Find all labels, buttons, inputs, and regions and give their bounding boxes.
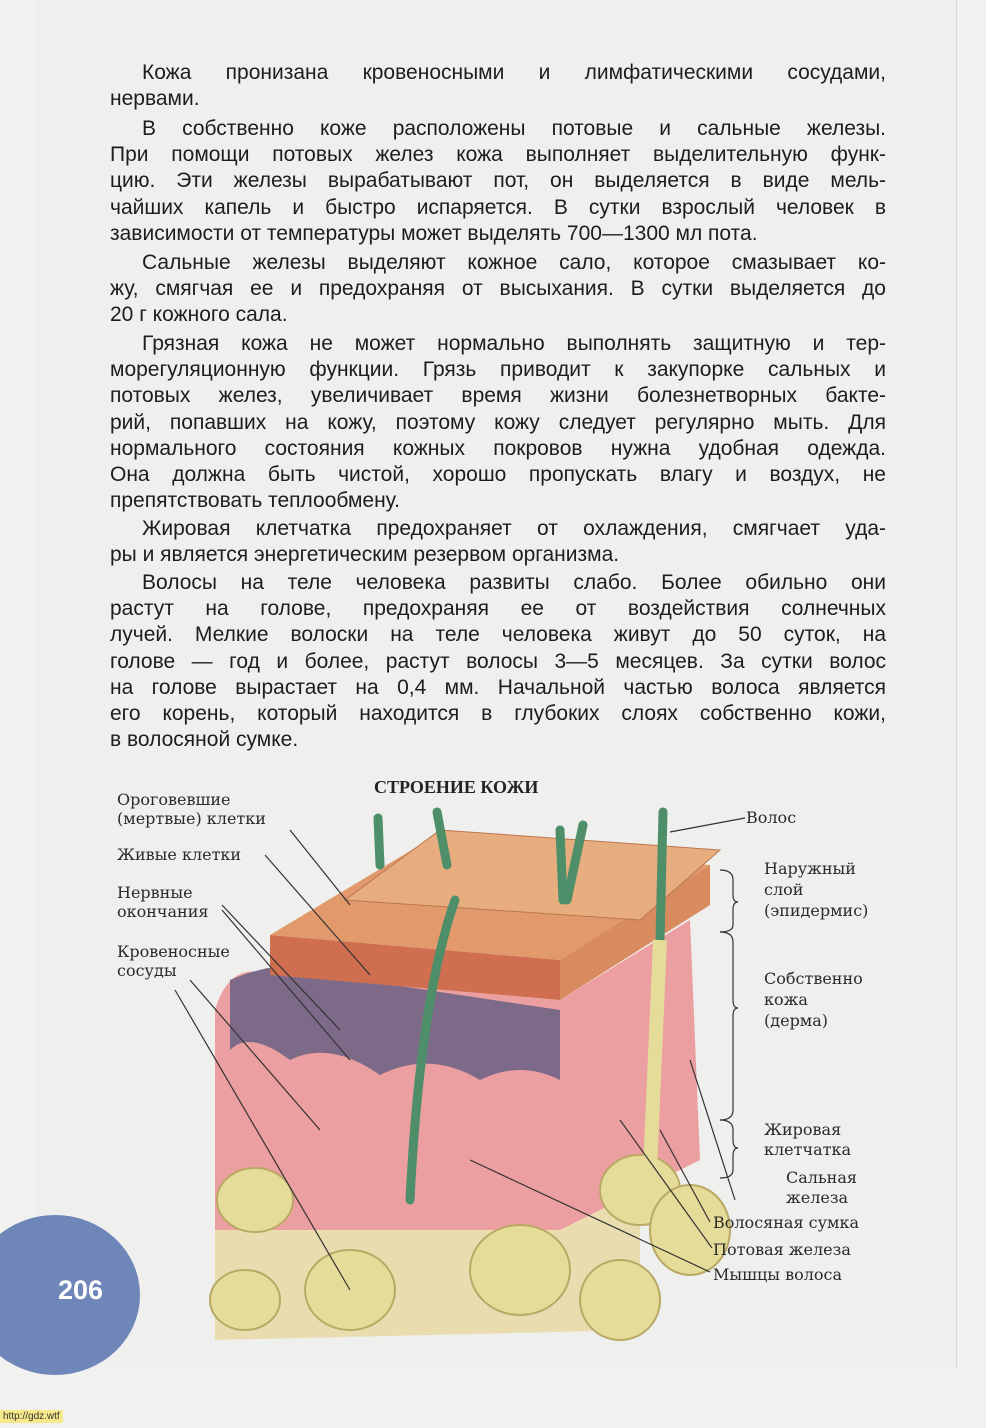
text-line: Она должна быть чистой, хорошо пропускать влагу и воздух, не [110,463,886,487]
text-line: его корень, который находится в глубоких слоях собственно кожи, [110,702,886,726]
label-dead-cells: Ороговевшие (мертвые) клетки [117,790,266,828]
page-number: 206 [58,1275,104,1305]
text-line: В собственно коже расположены потовые и сальные железы. [142,117,886,140]
text-line: чайших капель и быстро испаряется. В сутки взрослый человек в [110,195,886,219]
text-line: рий, попавших на кожу, поэтому кожу следует регулярно мыть. Для [110,410,886,434]
label-hair-follicle: Волосяная сумка [713,1213,859,1232]
text-line: Грязная кожа не может нормально выполнять защитную и тер- [142,332,886,355]
label-hair-muscles: Мышцы волоса [713,1265,843,1284]
text-line: морегуляционную функции. Грязь приводит к закупорке сальных и [110,358,886,382]
layer-braces [720,870,738,1178]
text-line: в волосяной сумке. [110,728,299,752]
text-line: Кожа пронизана кровеносными и лимфатическими сосудами, [142,61,886,84]
label-sweat-gland: Потовая железа [713,1240,851,1259]
text-line: 20 г кожного сала. [110,303,288,327]
text-line: Сальные железы выделяют кожное сало, которое смазывает ко- [142,251,886,274]
text-line: цию. Эти железы вырабатывают пот, он выделяется в виде мель- [110,169,886,193]
text-line: лучей. Мелкие волоски на теле человека живут до 50 суток, на [110,623,886,647]
text-line: препятствовать теплообмену. [110,489,400,513]
label-dermis: Собственно кожа (дерма) [764,969,863,1030]
label-fat-tissue: Жировая клетчатка [764,1120,851,1159]
label-blood-vessels: Кровеносные сосуды [117,942,230,980]
text-line: зависимости от температуры может выделять 700—1300 мл пота. [110,221,758,245]
text-line: растут на голове, предохраняя ее от воздействия солнечных [110,597,886,621]
text-line: жу, смягчая ее и предохраняя от высыхания. В сутки выделяется до [110,277,886,301]
text-line: Жировая клетчатка предохраняет от охлаждения, смягчает уда- [142,517,886,540]
label-epidermis: Наружный слой (эпидермис) [764,859,869,920]
text-line: на голове вырастает на 0,4 мм. Начальной частью волоса является [110,675,886,699]
label-living-cells: Живые клетки [117,845,242,864]
text-line: нервами. [110,87,200,111]
text-line: ры и является энергетическим резервом организма. [110,543,620,567]
footer-url[interactable]: http://gdz.wtf [0,1410,63,1423]
text-line: При помощи потовых желез кожа выполняет выделительную функ- [110,143,886,167]
figure-title: СТРОЕНИЕ КОЖИ [374,777,539,797]
hair-follicle [650,940,660,1170]
text-line: потовых желез, увеличивает время жизни болезнетворных бакте- [110,384,886,408]
label-sebaceous-gland: Сальная железа [786,1168,857,1207]
text-line: голове — год и более, растут волосы 3—5 месяцев. За сутки волос [110,649,886,673]
text-line: Волосы на теле человека развиты слабо. Более обильно они [142,571,886,594]
label-hair: Волос [746,808,797,827]
label-nerve-endings: Нервные окончания [117,883,209,921]
text-line: нормального состояния кожных покровов нужна удобная одежда. [110,436,886,460]
